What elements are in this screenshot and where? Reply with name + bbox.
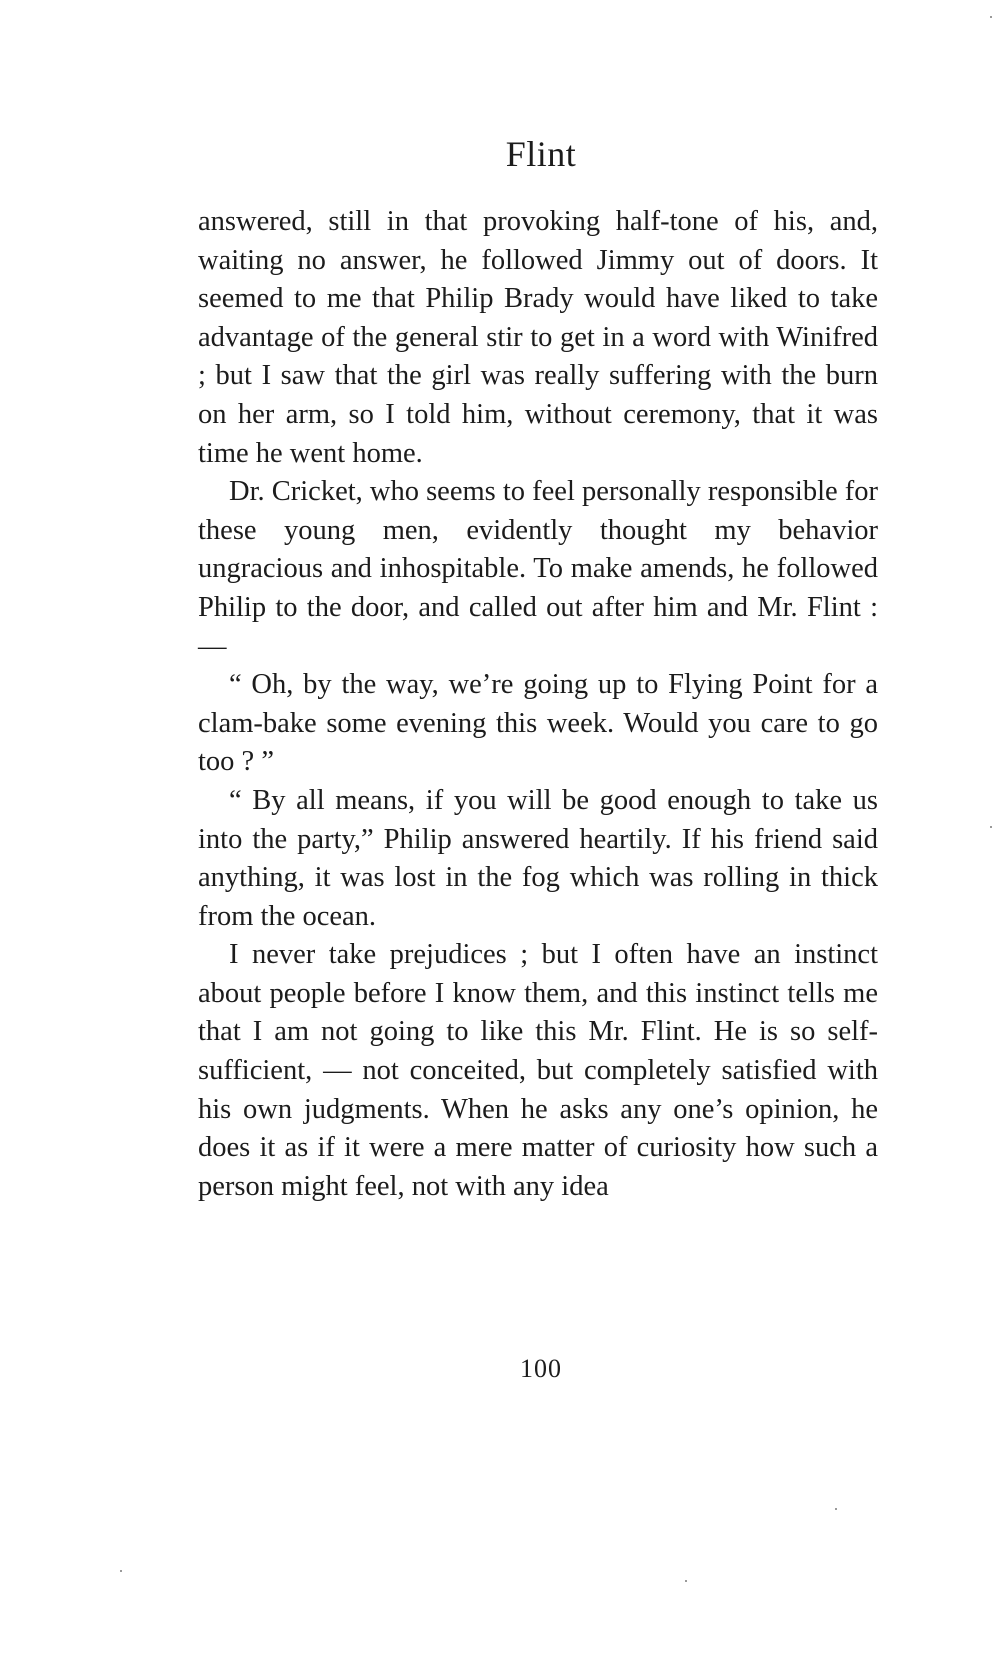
scan-speck (120, 1570, 122, 1572)
running-head: Flint (505, 134, 577, 174)
paragraph-3: “ Oh, by the way, we’re going up to Flying Point for a clam-bake some evening this week. Would you care to go too ? ” (198, 669, 878, 778)
body-text (198, 203, 878, 1206)
scan-speck (835, 1508, 837, 1510)
scan-speck (990, 16, 992, 18)
paragraph-2: Dr. Cricket, who seems to feel personally responsible for these young men, evidently thought my behavior ungracious and inhospitable. To make amends, he followed Philip to the door, and called out after him and Mr. Flint : — (198, 476, 879, 662)
page-number: 100 (520, 1354, 562, 1383)
scan-speck (685, 1580, 687, 1582)
scan-speck (990, 826, 992, 828)
paragraph-5: I never take prejudices ; but I often have an instinct about people before I know them, and this instinct tells me that I am not going to like this Mr. Flint. He is so self-sufficient, — not conceited, but completely satisfied with his own judgments. When he asks any one’s opinion, he does it as if it were a mere matter of curiosity how such a person might feel, not with any idea (198, 939, 878, 1202)
paragraph-4: “ By all means, if you will be good enough to take us into the party,” Philip answered heartily. If his friend said anything, it was lost in the fog which was rolling in thick from the ocean. (198, 784, 878, 932)
paragraph-1: answered, still in that provoking half-tone of his, and, waiting no answer, he followed Jimmy out of doors. It seemed to me that Philip Brady would have liked to take advantage of the general stir to get in a word with Winifred ; but I saw that the girl was really suffering with the burn on her arm, so I told him, without ceremony, that it was time he went home. (198, 206, 878, 469)
